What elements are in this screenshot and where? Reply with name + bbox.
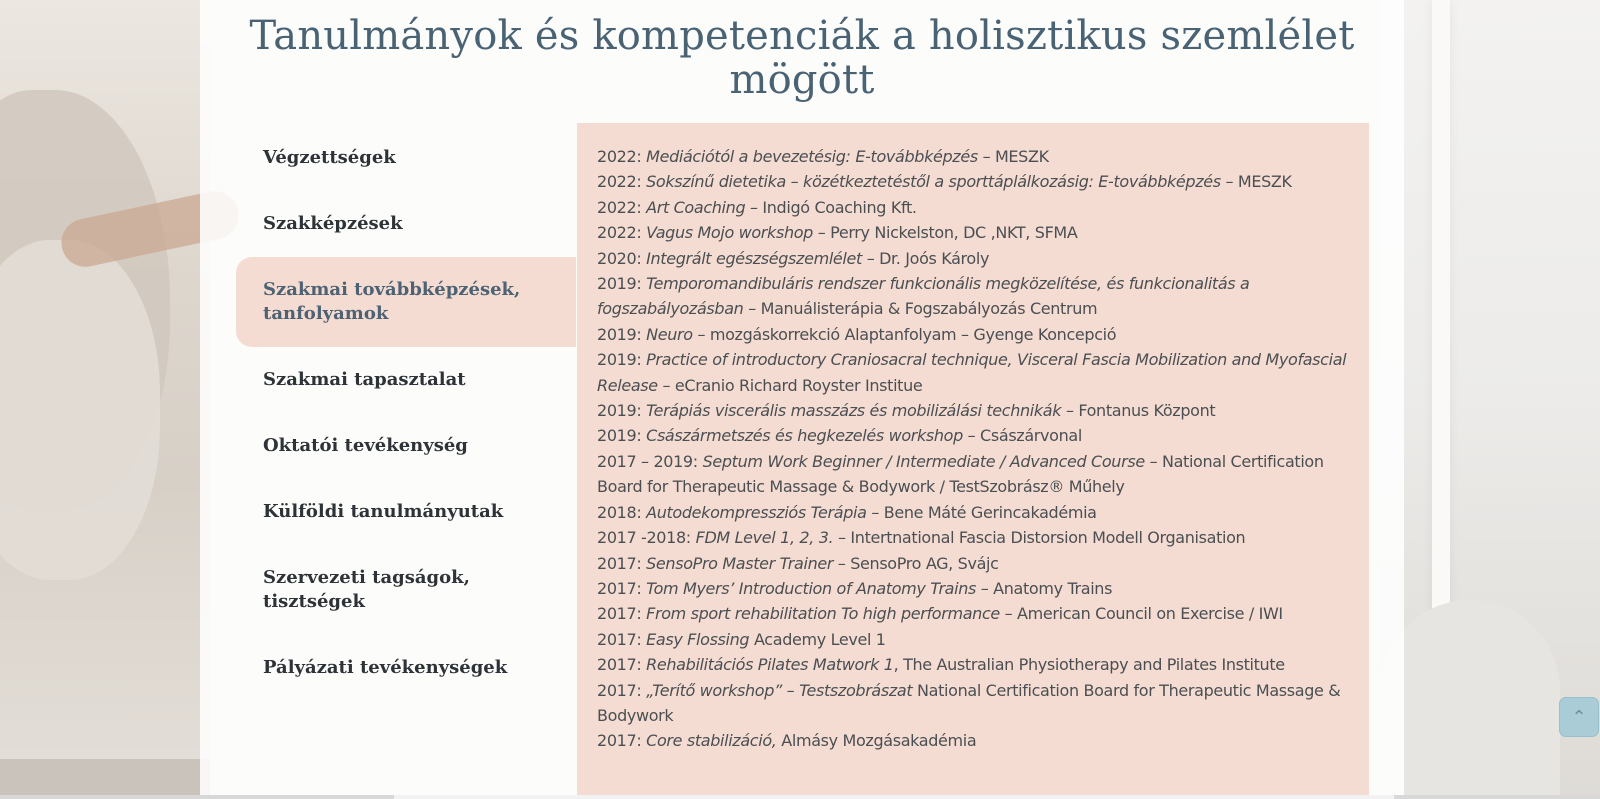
course-entry [597,169,1349,194]
background-right [1380,0,1600,799]
course-title: Vagus Mojo workshop [646,223,813,243]
course-title: Integrált egészségszemlélet [646,248,862,268]
scroll-to-top-button[interactable] [1559,697,1599,737]
course-title: Tom Myers’ Introduction of Anatomy Trains [646,578,977,598]
course-year: 2017: [597,680,642,700]
background-left [0,0,210,799]
course-title: Temporomandibuláris rendszer funkcionális megközelítése, és funkcionalitás a fogszabályozásban [597,274,1250,319]
course-entry [597,551,1349,576]
tab-oktatoi-tevekenyseg[interactable]: Oktatói tevékenység [263,435,468,456]
tab-vegzettsegek[interactable]: Végzettségek [263,147,396,168]
course-entry [597,220,1349,245]
course-provider: – Császárvonal [967,426,1082,446]
course-title: Septum Work Beginner / Intermediate / Advanced Course [702,451,1145,471]
course-provider: – SensoPro AG, Svájc [837,553,999,573]
course-entry [597,678,1349,729]
scrollbar-thumb[interactable] [394,795,1394,799]
course-entry [597,271,1349,322]
course-year: 2018: [597,502,642,522]
course-entry [597,246,1349,271]
tab-szakmai-tapasztalat[interactable]: Szakmai tapasztalat [263,369,466,390]
course-entry [597,347,1349,398]
course-title: Rehabilitációs Pilates Matwork 1 [646,655,894,675]
course-provider: – National Certification Board for Therapeutic Massage & Bodywork / TestSzobrász® Műhely [597,451,1324,497]
course-year: 2017: [597,655,642,675]
course-entry [597,525,1349,550]
course-year: 2017 -2018: [597,528,691,548]
course-title: Császármetszés és hegkezelés workshop [646,426,963,446]
tab-kulfoldi-tanulmanyutak[interactable]: Külföldi tanulmányutak [263,501,504,522]
course-entry [597,398,1349,423]
course-year: 2020: [597,248,642,268]
course-year: 2019: [597,274,642,294]
course-entry [597,500,1349,525]
content-panel [200,0,1404,799]
course-year: 2017: [597,604,642,624]
course-entry [597,576,1349,601]
course-provider: – Perry Nickelston, DC ,NKT, SFMA [817,223,1078,243]
course-year: 2019: [597,426,642,446]
tab-list [236,125,576,701]
course-title: SensoPro Master Trainer [646,553,834,573]
course-provider: – Bene Máté Gerincakadémia [871,502,1097,522]
course-title: Mediációtól a bevezetésig: E-továbbképzés [646,147,978,166]
course-entry [597,652,1349,677]
course-provider: Academy Level 1 [753,629,886,649]
course-year: 2017: [597,578,642,598]
course-entry [597,144,1349,169]
course-provider: – MESZK [982,147,1049,166]
course-year: 2019: [597,350,642,370]
course-title: Easy Flossing [646,629,750,649]
course-provider: – Intertnational Fascia Distorsion Modell Organisation [838,528,1246,548]
tab-szakkepzesek[interactable]: Szakképzések [263,213,403,234]
course-entry [597,601,1349,626]
course-title: Core stabilizáció, [646,731,777,751]
course-entry [597,322,1349,347]
course-title: Neuro [646,324,693,344]
course-year: 2019: [597,324,642,344]
chevron-up-icon: ⌃ [1571,706,1587,728]
entry-list [597,144,1349,754]
course-title: From sport rehabilitation To high performance [646,604,1000,624]
course-provider: – mozgáskorrekció Alaptanfolyam – Gyenge Koncepció [697,324,1117,344]
course-title: Autodekompressziós Terápia [646,502,867,522]
course-entry [597,728,1349,753]
course-provider: – Anatomy Trains [980,578,1113,598]
course-title: FDM Level 1, 2, 3. [695,528,834,548]
page-title: Tanulmányok és kompetenciák a holisztikus szemlélet mögött [249,13,1355,103]
course-entry [597,423,1349,448]
course-year: 2019: [597,401,642,421]
course-title: Art Coaching [646,197,746,217]
course-provider: Almásy Mozgásakadémia [781,731,977,751]
course-year: 2022: [597,223,642,243]
course-title: Practice of introductory Craniosacral technique, Visceral Fascia Mobilization and Myofascial Release [597,350,1347,395]
tab-content-panel [577,123,1369,799]
course-year: 2022: [597,197,642,217]
tab-szakmai-tovabbkepzesek[interactable]: Szakmai továbbképzések, tanfolyamok [236,257,576,347]
course-provider: – eCranio Richard Royster Institue [662,375,923,395]
course-provider: – Dr. Joós Károly [866,248,990,268]
course-entry [597,195,1349,220]
course-year: 2017: [597,629,642,649]
course-provider: – Indigó Coaching Kft. [750,197,917,217]
tab-palyazati-tevekenysegek[interactable]: Pályázati tevékenységek [263,657,508,678]
course-provider: – Manuálisterápia & Fogszabályozás Centrum [748,299,1098,319]
course-title: Terápiás viscerális masszázs és mobilizálási technikák [646,401,1062,421]
course-provider: , The Australian Physiotherapy and Pilates Institute [893,655,1285,675]
course-provider: – Fontanus Központ [1065,401,1216,421]
course-entry [597,627,1349,652]
course-title: Sokszínű dietetika – közétkeztetéstől a sporttáplálkozásig: E-továbbképzés [646,172,1221,192]
course-provider: – American Council on Exercise / IWI [1004,604,1283,624]
course-year: 2017: [597,553,642,573]
course-year: 2022: [597,147,642,166]
course-year: 2017 – 2019: [597,451,698,471]
course-title: „Terítő workshop” – Testszobrászat [646,680,913,700]
course-year: 2022: [597,172,642,192]
course-year: 2017: [597,731,642,751]
course-entry [597,449,1349,500]
course-provider: – MESZK [1225,172,1292,192]
tab-szervezeti-tagsagok[interactable]: Szervezeti tagságok, tisztségek [263,567,470,612]
course-provider: National Certification Board for Therapeutic Massage & Bodywork [597,680,1341,725]
